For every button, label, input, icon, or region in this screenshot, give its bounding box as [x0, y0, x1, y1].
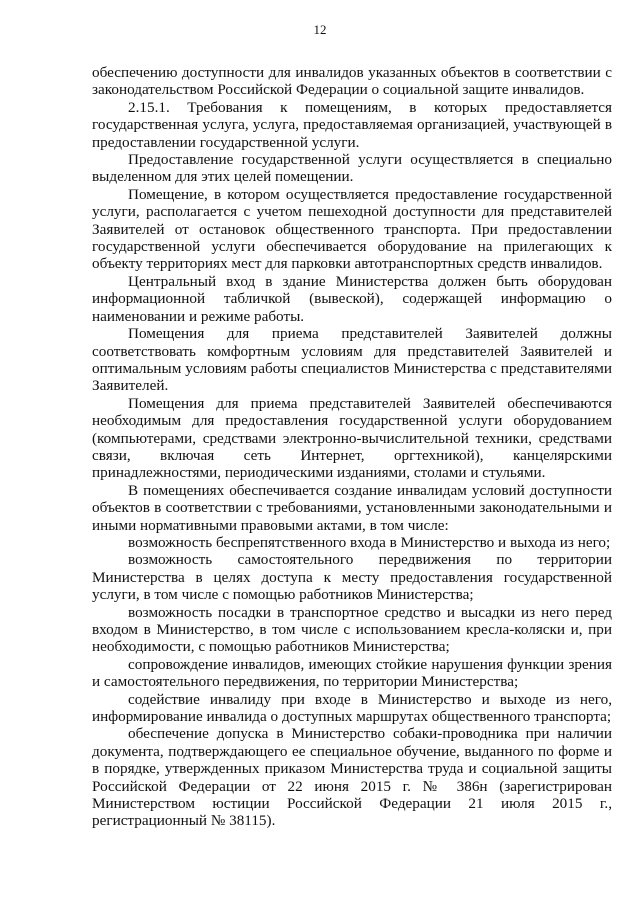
- body-text: [92, 64, 612, 830]
- paragraph: возможность беспрепятственного входа в Министерство и выхода из него;: [128, 533, 611, 551]
- paragraph: возможность самостоятельного передвижения по территории Министерства в целях доступа к месту предоставления государственной услуги, в том числе с помощью работников Министерства;: [92, 551, 612, 604]
- paragraph: содействие инвалиду при входе в Министерство и выходе из него, информирование инвалида о доступных маршрутах общественного транспорта;: [92, 690, 612, 726]
- paragraph: Помещения для приема представителей Заявителей должны соответствовать комфортным условиям для представителей Заявителей и оптимальным условиям работы специалистов Министерства с представителями Заявителей.: [92, 325, 612, 395]
- paragraph: сопровождение инвалидов, имеющих стойкие нарушения функции зрения и самостоятельного передвижения, по территории Министерства;: [92, 655, 612, 691]
- page-number: 12: [313, 22, 327, 37]
- paragraph: Помещения для приема представителей Заявителей обеспечиваются необходимым для предоставления государственной услуги оборудованием (компьютерами, средствами электронно-вычислительной техники, средствами связи, включая сеть Интернет, оргтехникой), канцелярскими принадлежностями, периодическими изданиями, столами и стульями.: [92, 394, 612, 482]
- paragraph: возможность посадки в транспортное средство и высадки из него перед входом в Министерство, в том числе с использованием кресла-коляски и, при необходимости, с помощью работников Министерства;: [92, 603, 612, 656]
- paragraph: 2.15.1. Требования к помещениям, в которых предоставляется государственная услуга, услуга, предоставляемая организацией, участвующей в предоставлении государственной услуги.: [92, 98, 612, 151]
- paragraph: обеспечение допуска в Министерство собаки-проводника при наличии документа, подтверждающего ее специальное обучение, выданного по форме и в порядке, утвержденных приказом Министерства труда и социальной защиты Российской Федерации от 22 июня 2015 г. № 386н (зарегистрирован Министерством юстиции Российской Федерации 21 июля 2015 г., регистрационный № 38115).: [92, 725, 612, 830]
- paragraph: Помещение, в котором осуществляется предоставление государственной услуги, располагается с учетом пешеходной доступности для представителей Заявителей от остановок общественного транспорта. При предоставлении государственной услуги обеспечивается оборудование на прилегающих к объекту территориях мест для парковки автотранспортных средств инвалидов.: [92, 185, 612, 273]
- paragraph: обеспечению доступности для инвалидов указанных объектов в соответствии с законодательством Российской Федерации о социальной защите инвалидов.: [92, 64, 612, 99]
- paragraph: Предоставление государственной услуги осуществляется в специально выделенном для этих целей помещении.: [92, 151, 612, 186]
- paragraph: В помещениях обеспечивается создание инвалидам условий доступности объектов в соответствии с требованиями, установленными законодательными и иными нормативными правовыми актами, в том числе:: [92, 481, 612, 534]
- paragraph: Центральный вход в здание Министерства должен быть оборудован информационной табличкой (вывеской), содержащей информацию о наименовании и режиме работы.: [92, 272, 612, 325]
